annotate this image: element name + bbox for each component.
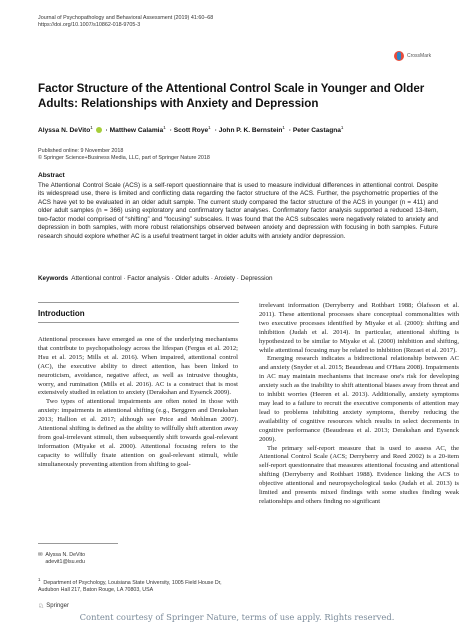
journal-citation: Journal of Psychopathology and Behavioral Assessment (2019) 41:60–68 bbox=[38, 15, 214, 21]
springer-horse-icon: ♘ bbox=[38, 603, 45, 610]
paragraph: Two types of attentional impairments are often noted in those with anxiety: impairments in attentional shifting (e.g., Berggren and Derakshan 2013; Hallion et al. 2017; although see Price and Mohlman 2007). Attentional shifting is defined as the ability to willfully shift attention away from goal-irrelevant stimuli, then subsequently shift towards goal-relevant information (Miyake et al. 2000). Attentional focusing refers to the capacity to willfully fixate attention on goal-relevant stimuli, while simultaneously preventing attention from shifting to goal- bbox=[38, 398, 238, 468]
affiliation-text: Department of Psychology, Louisiana State University, 1005 Field House Dr, Audubon Hall 217, Baton Rouge, LA 70803, USA bbox=[38, 579, 222, 593]
crossmark-badge[interactable] bbox=[394, 49, 446, 63]
affiliation-footnote: $^1$ Department of Psychology, Louisiana State University, 1005 Field House Dr, Audubon Hall 217, Baton Rouge, LA 70803, USA bbox=[38, 577, 222, 593]
copyright-line: © Springer Science+Business Media, LLC, part of Springer Nature 2018 bbox=[38, 155, 210, 162]
body-column-left bbox=[38, 336, 238, 470]
paragraph: Attentional processes have emerged as one of the underlying mechanisms that contribute to psychopathology across the lifespan (Fergus et al. 2012; Hsu et al. 2015; Mills et al. 2016). When impaired, attentional control (AC), the executive ability to direct attention, has been linked to neuroticism, avoidance, negative affect, as well as intrusive thoughts, worry, and rumination (Mills et al. 2016). AC is a construct that is most extensively studied in relation to anxiety (Derakshan and Eysenck 2009). bbox=[38, 336, 238, 397]
divider bbox=[38, 322, 239, 323]
author[interactable]: · Peter Castagna$^1$ bbox=[288, 125, 344, 135]
published-date: Published online: 9 November 2018 bbox=[38, 148, 124, 154]
footnote-divider bbox=[38, 543, 118, 544]
paragraph: Emerging research indicates a bidirectional relationship between AC and anxiety (Snyder et al. 2015; Beaudreau and O'Hara 2008). Impairments in AC may maintain mechanisms that increase one's risk for developing anxiety such as the inability to shift attentional biases away from threat and to inhibit worries (Heeren et al. 2013). Additionally, anxiety symptoms may lead to a failure to recruit the executive components of attention may lead to problems inhibiting anxiety symptoms, thereby reducing the availability of cognitive resources which results in select decrements in cognitive performance (Beaudreau et al. 2013; Derakshan and Eysenck 2009). bbox=[259, 355, 459, 443]
divider bbox=[38, 302, 239, 303]
publication-info bbox=[38, 148, 210, 162]
author[interactable]: · Matthew Calamia$^1$ bbox=[105, 125, 166, 135]
doi-link[interactable]: https://doi.org/10.1007/s10862-018-9705-3 bbox=[38, 22, 141, 28]
author[interactable]: · Scott Roye$^1$ bbox=[169, 125, 211, 135]
paragraph: irrelevant information (Derryberry and Rothbart 1988; Ólafsson et al. 2011). These attentional processes share conceptual commonalities with two executive processes identified by Miyake et al. (2000): shifting and inhibition (Judah et al. 2014). In particular, attentional shifting is hypothesized to be similar to Miyake et al. (2000) inhibition and shifting, while attentional focusing may be related to inhibition (Rezaei et al. 2017). bbox=[259, 302, 459, 354]
contact-name: Alyssa N. DeVito bbox=[45, 552, 86, 558]
abstract-section bbox=[38, 172, 438, 241]
section-heading-introduction: Introduction bbox=[38, 309, 85, 318]
paragraph: The primary self-report measure that is used to assess AC, the Attentional Control Scale (ACS; Derryberry and Reed 2002) is a 20-item self-report questionnaire that measures attentional focusing and attentional shifting (Derryberry and Rothbart 1988). Evidence linking the ACS to objective attentional and neuropsychological tasks (Judah et al. 2013) is limited and presents mixed findings with some studies finding weak relationships and others finding no significant bbox=[259, 444, 459, 505]
keywords bbox=[38, 275, 438, 282]
abstract-text: The Attentional Control Scale (ACS) is a self-report questionnaire that is used to measure individual differences in attentional control. Despite its widespread use, there is limited and conflicting data regarding the factor structure of the ACS. Further, the psychometric properties of the ACS have yet to be evaluated in an older adult sample. The current study compared the factor structure of the ACS in younger (n = 411) and older adult samples (n = 366) using exploratory and confirmatory factor analyses. Confirmatory factor analysis supported a reduced 13-item, two-factor model comprised of “shifting” and “focusing” subscales. It was found that the ACS subscales were negatively related to anxiety and depression in both samples, with more robust relationships observed between anxiety and depression with focusing in both samples. Future research should explore whether AC is a useful treatment target in older adults with anxiety and/or depression. bbox=[38, 182, 438, 240]
article-title: Factor Structure of the Attentional Control Scale in Younger and Older Adults: Relationships with Anxiety and Depression bbox=[38, 82, 425, 110]
author-list bbox=[38, 125, 458, 134]
crossmark-label: CrossMark bbox=[407, 53, 432, 59]
abstract-heading: Abstract bbox=[38, 172, 65, 179]
body-column-right bbox=[259, 302, 459, 507]
crossmark-icon bbox=[394, 51, 404, 61]
publisher-name: Springer bbox=[46, 603, 69, 609]
courtesy-notice: Content courtesy of Springer Nature, terms of use apply. Rights reserved. bbox=[79, 612, 395, 622]
corresponding-author bbox=[38, 552, 85, 566]
keywords-list: Attentional control · Factor analysis · Older adults · Anxiety · Depression bbox=[71, 275, 273, 282]
author[interactable]: Alyssa N. DeVito$^1$ bbox=[38, 125, 102, 134]
publisher-logo bbox=[38, 602, 69, 610]
envelope-icon: ✉ bbox=[38, 552, 43, 558]
keywords-label: Keywords bbox=[38, 275, 69, 282]
author[interactable]: · John P. K. Bernstein$^1$ bbox=[214, 125, 285, 135]
orcid-icon[interactable] bbox=[96, 127, 102, 133]
contact-email[interactable]: adevit1@lsu.edu bbox=[45, 559, 85, 565]
journal-header bbox=[38, 15, 213, 29]
